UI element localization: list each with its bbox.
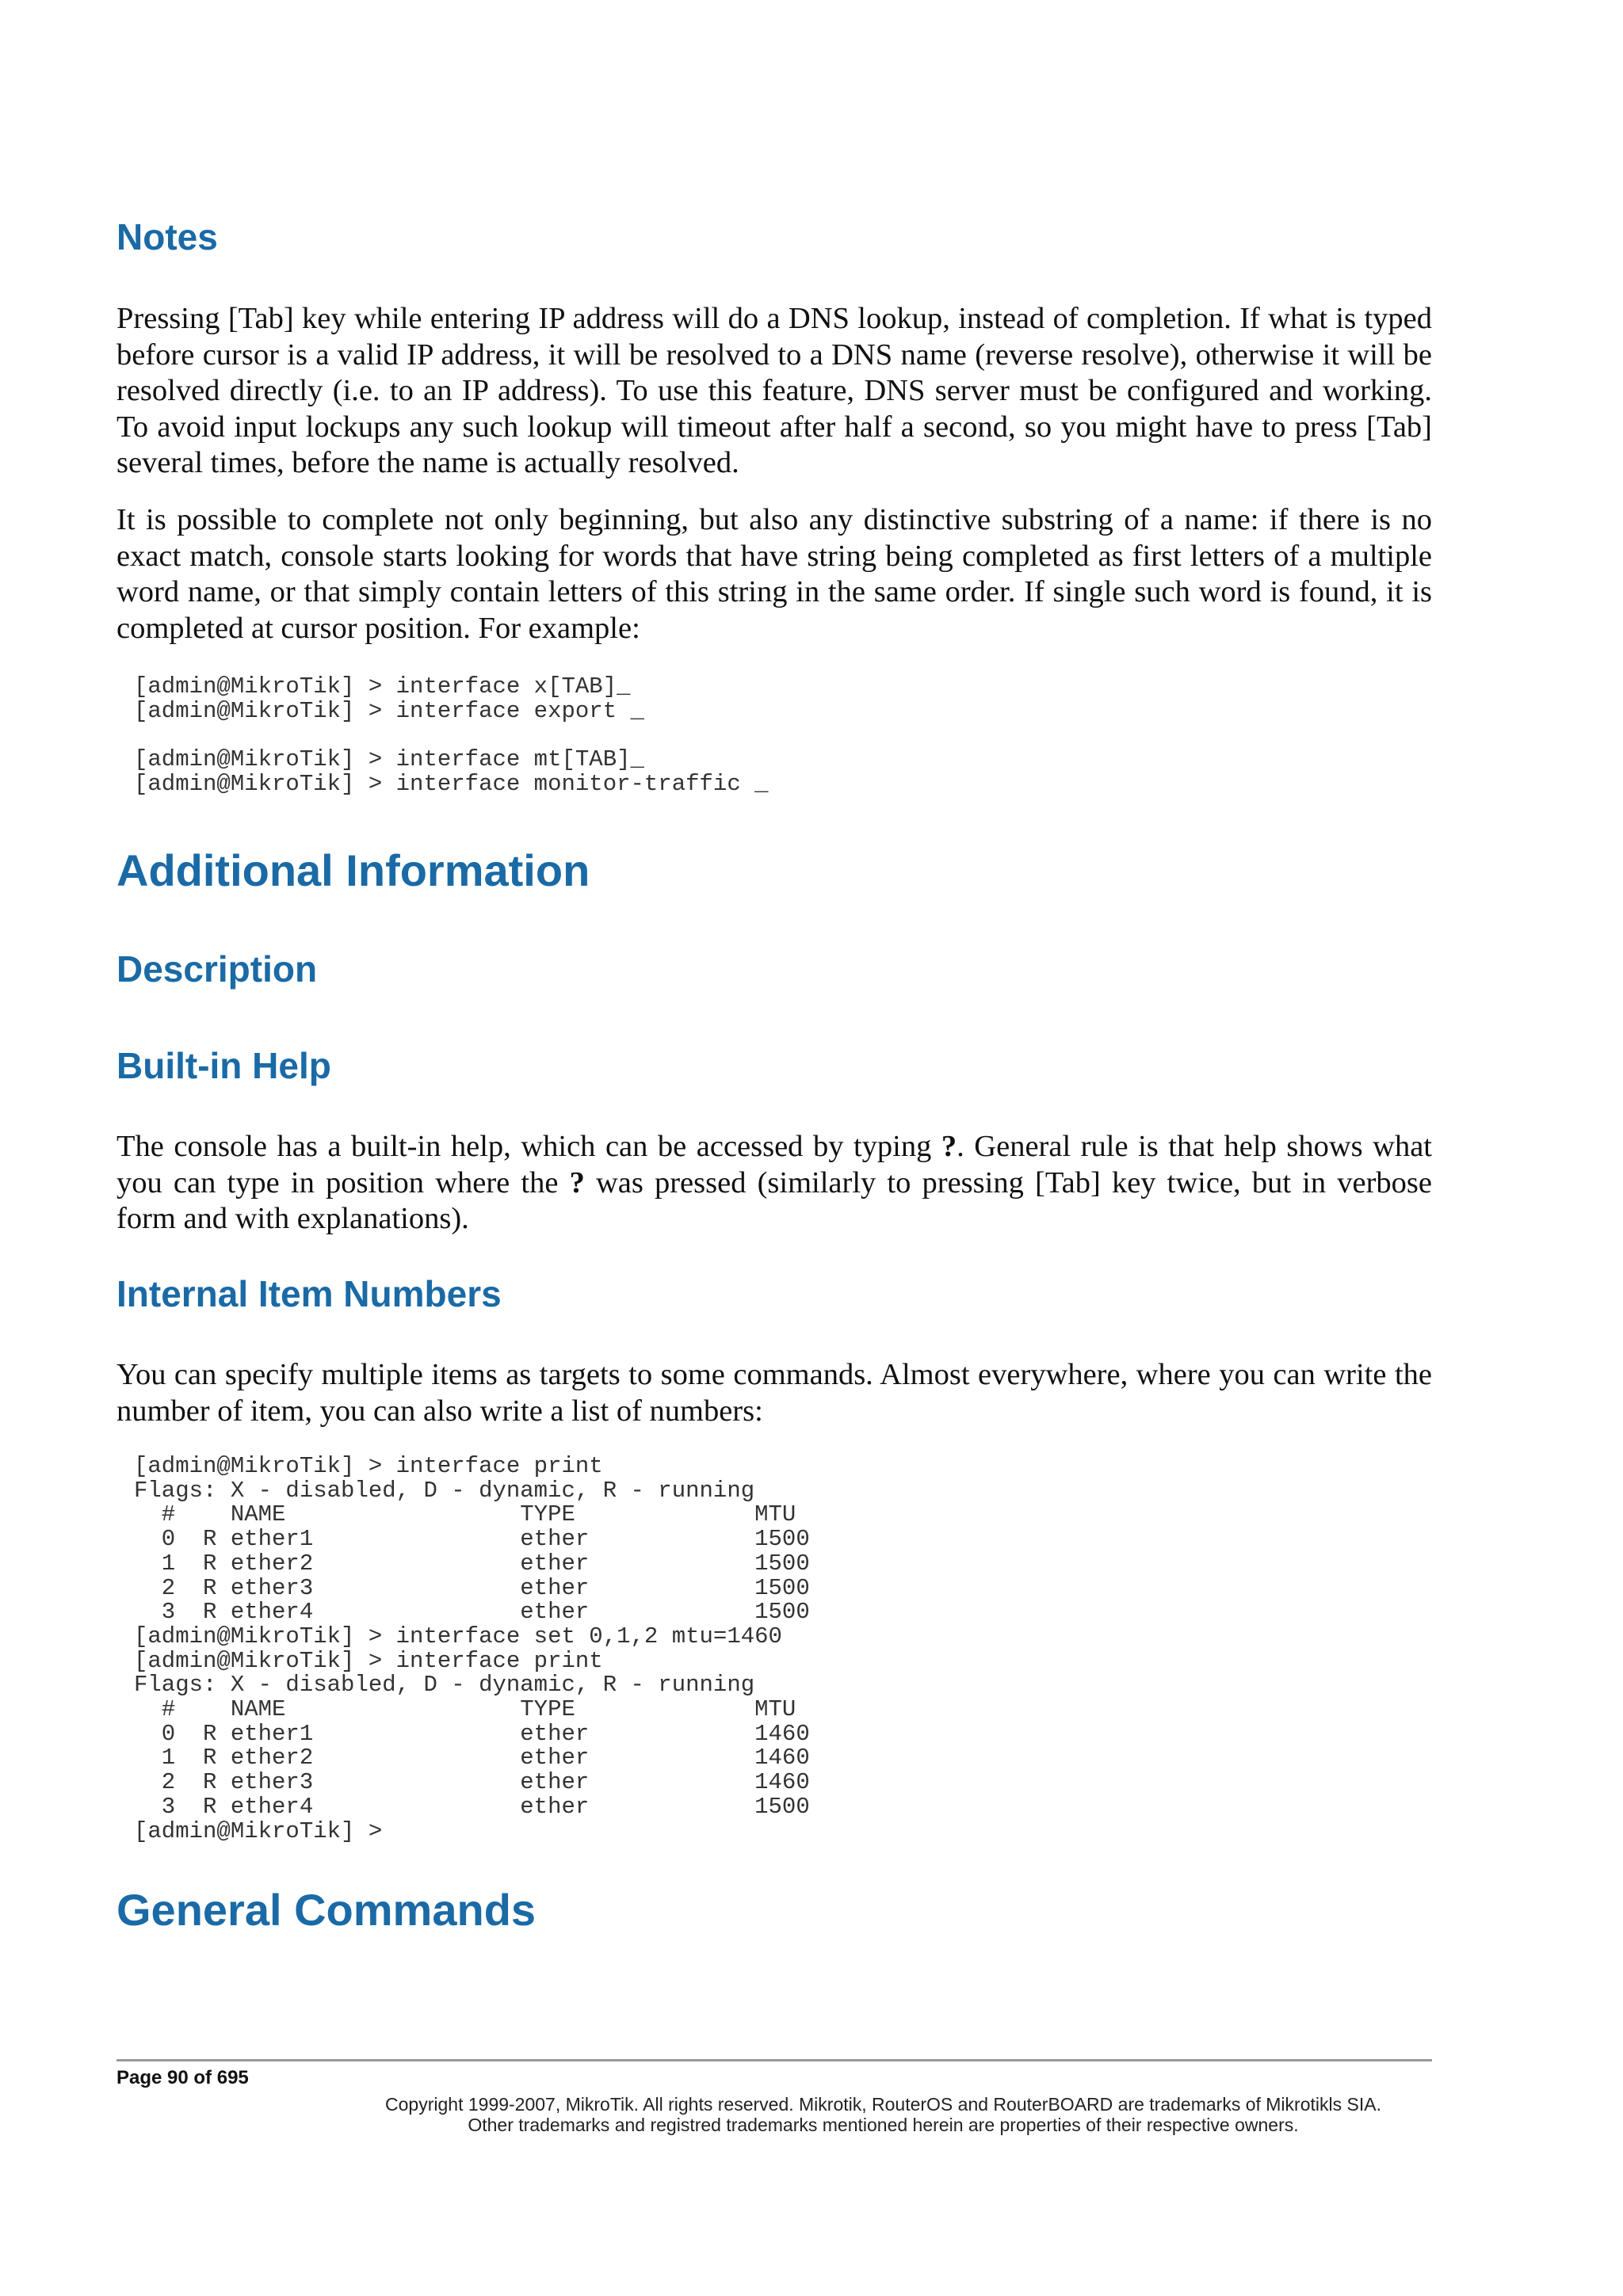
interface-print-code-example: [admin@MikroTik] > interface print Flags: X - disabled, D - dynamic, R - running # NAME TYPE MTU 0 R ether1 ether 1500 1 R ether2 ether 1500 2 R ether3 ether 1500 3 R ether4 ether 1500 [admin@MikroTik] > interface set 0,1,2 mtu=1460 [admin@MikroTik] > interface print Flags: X - disabled, D - dynamic, R - running # NAME TYPE MTU 0 R ether1 ether 1460 1 R ether2 ether 1460 2 R ether3 ether 1460 3 R ether4 ether 1500 [admin@MikroTik] > — [134, 1453, 810, 1844]
built-in-help-heading: Built-in Help — [116, 1045, 331, 1086]
page-number: Page 90 of 695 — [116, 2067, 249, 2088]
built-in-help-paragraph — [116, 1129, 1432, 1238]
built-in-help-text-2: . General rule is that help shows what you can type in position where the — [116, 1130, 1432, 1199]
built-in-help-text-1: The console has a built-in help, which can be accessed by typing — [116, 1130, 941, 1163]
notes-heading: Notes — [116, 216, 218, 257]
footer-divider — [116, 2059, 1432, 2061]
built-in-help-text-3: was pressed (similarly to pressing [Tab] key twice, but in verbose form and with explanations). — [116, 1165, 1432, 1235]
additional-information-heading: Additional Information — [116, 845, 590, 895]
question-mark-key-1: ? — [941, 1130, 957, 1163]
internal-item-numbers-heading: Internal Item Numbers — [116, 1273, 502, 1314]
copyright-line-2: Other trademarks and registred trademarks mentioned herein are properties of their respective owners. — [468, 2115, 1299, 2135]
description-heading: Description — [116, 948, 318, 990]
notes-paragraph-dns: Pressing [Tab] key while entering IP address will do a DNS lookup, instead of completion. If what is typed before cursor is a valid IP address, it will be resolved to a DNS name (reverse resolve), otherwise it will be resolved directly (i.e. to an IP address). To use this feature, DNS server must be configured and working. To avoid input lockups any such lookup will timeout after half a second, so you might have to press [Tab] several times, before the name is actually resolved. — [116, 302, 1432, 479]
general-commands-heading: General Commands — [116, 1885, 537, 1935]
notes-paragraph-substring: It is possible to complete not only beginning, but also any distinctive substring of a name: if there is no exact match, console starts looking for words that have string being completed as first letters of a multiple word name, or that simply contain letters of this string in the same order. If single such word is found, it is completed at cursor position. For example: — [116, 503, 1432, 645]
notes-code-example: [admin@MikroTik] > interface x[TAB]_ [admin@MikroTik] > interface export _ [admin@MikroTik] > interface mt[TAB]_ [admin@MikroTik] > interface monitor-traffic _ — [134, 673, 769, 797]
internal-item-numbers-paragraph: You can specify multiple items as targets to some commands. Almost everywhere, where you can write the number of item, you can also write a list of numbers: — [116, 1358, 1432, 1428]
copyright-line-1: Copyright 1999-2007, MikroTik. All rights reserved. Mikrotik, RouterOS and RouterBOARD are trademarks of Mikrotikls SIA. — [385, 2094, 1381, 2115]
question-mark-key-2: ? — [569, 1165, 585, 1199]
